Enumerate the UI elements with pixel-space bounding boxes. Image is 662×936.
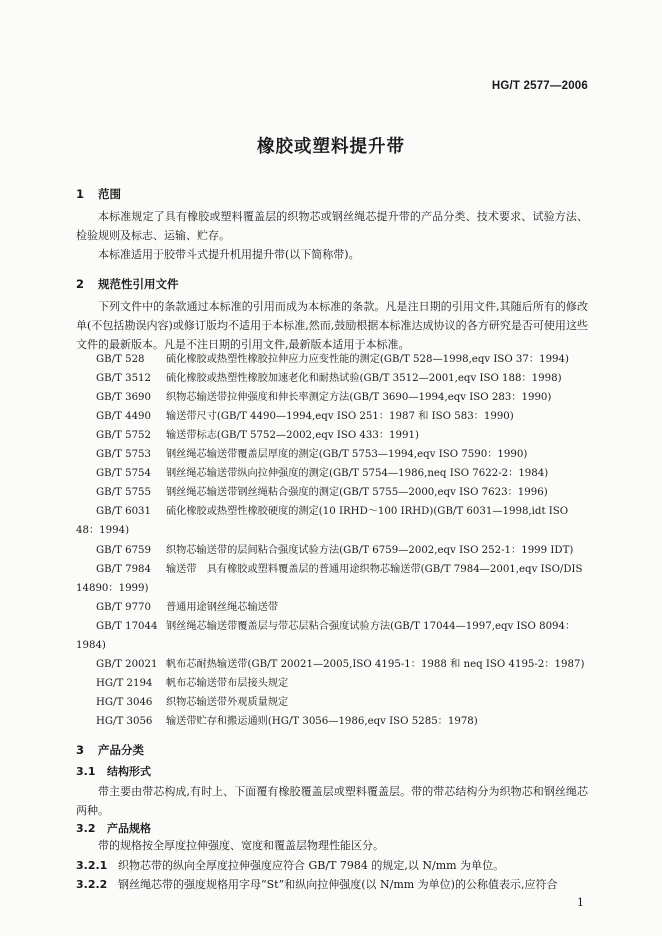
clause-number: 3.2.1	[76, 859, 108, 872]
reference-text: 帆布芯耐热输送带(GB/T 20021—2005,ISO 4195-1：1988 和 neq ISO 4195-2：1987)	[166, 659, 585, 670]
reference-text: 帆布芯输送带布层接头规定	[166, 678, 289, 689]
clause-text: 织物芯带的纵向全厚度拉伸强度应符合 GB/T 7984 的规定,以 N/mm 为单位。	[118, 859, 505, 872]
reference-item	[76, 617, 588, 655]
subsection-3-2-paragraph: 带的规格按全厚度拉伸强度、宽度和覆盖层物理性能区分。	[98, 839, 384, 852]
reference-text: 织物芯输送带拉伸强度和伸长率测定方法(GB/T 3690—1994,eqv ISO 283：1990)	[166, 392, 552, 403]
section-title: 规范性引用文件	[98, 277, 179, 291]
section-title: 产品分类	[98, 743, 144, 757]
reference-text: 织物芯输送带外观质量规定	[166, 697, 289, 708]
standard-code: HG/T 2577—2006	[491, 80, 588, 92]
section-1-paragraph-1: 本标准规定了具有橡胶或塑料覆盖层的织物芯或钢丝绳芯提升带的产品分类、技术要求、试验方法、检验规则及标志、运输、贮存。	[76, 210, 588, 242]
reference-text: 织物芯输送带的层间粘合强度试验方法(GB/T 6759—2002,eqv ISO 252-1：1999 IDT)	[166, 545, 574, 556]
reference-code: GB/T 5752	[96, 430, 152, 441]
section-2-paragraph-1: 下列文件中的条款通过本标准的引用而成为本标准的条款。凡是注日期的引用文件,其随后所有的修改单(不包括勘误内容)或修订版均不适用于本标准,然而,鼓励根据本标准达成协议的各方研究是否可使用这些文件的最新版本。凡是不注日期的引用文件,最新版本适用于本标准。	[76, 300, 588, 351]
reference-item	[76, 693, 588, 712]
clause-text: 钢丝绳芯带的强度规格用字母“St”和纵向拉伸强度(以 N/mm 为单位)的公称值表示,应符合	[118, 878, 558, 891]
reference-code: GB/T 17044	[96, 621, 158, 632]
reference-text: 输送带尺寸(GB/T 4490—1994,eqv ISO 251：1987 和 ISO 583：1990)	[166, 411, 514, 422]
reference-text: 钢丝绳芯输送带纵向拉伸强度的测定(GB/T 5754—1986,neq ISO 7622-2：1984)	[166, 468, 549, 479]
reference-item	[76, 407, 588, 426]
reference-item	[76, 712, 588, 731]
reference-text: 输送带标志(GB/T 5752—2002,eqv ISO 433：1991)	[166, 430, 419, 441]
reference-code: GB/T 3512	[96, 373, 152, 384]
reference-item	[76, 541, 588, 560]
reference-item	[76, 655, 588, 674]
reference-item	[76, 388, 588, 407]
reference-item	[76, 426, 588, 445]
section-2-heading	[76, 276, 179, 292]
reference-text: 硫化橡胶或热塑性橡胶加速老化和耐热试验(GB/T 3512—2001,eqv ISO 188：1998)	[166, 373, 562, 384]
subsection-3-2-heading	[76, 820, 151, 836]
subsection-title: 产品规格	[107, 822, 151, 835]
reference-code: GB/T 6031	[96, 506, 152, 517]
section-number: 1	[76, 187, 85, 201]
reference-item	[76, 560, 588, 598]
reference-text: 钢丝绳芯输送带覆盖层厚度的测定(GB/T 5753—1994,eqv ISO 7590：1990)	[166, 449, 528, 460]
clause-3-2-2	[76, 876, 557, 892]
reference-code: GB/T 6759	[96, 545, 152, 556]
subsection-number: 3.2	[76, 822, 96, 835]
reference-code: GB/T 5753	[96, 449, 152, 460]
section-title: 范围	[98, 187, 121, 201]
reference-item	[76, 350, 588, 369]
section-number: 2	[76, 277, 85, 291]
reference-text: 硫化橡胶或热塑性橡胶拉伸应力应变性能的测定(GB/T 528—1998,eqv ISO 37：1994)	[166, 354, 569, 365]
reference-item	[76, 464, 588, 483]
subsection-number: 3.1	[76, 765, 96, 778]
reference-code: GB/T 4490	[96, 411, 152, 422]
clause-3-2-1	[76, 857, 504, 873]
reference-item	[76, 502, 588, 540]
reference-item	[76, 674, 588, 693]
reference-code: GB/T 20021	[96, 659, 158, 670]
reference-code: GB/T 3690	[96, 392, 152, 403]
clause-number: 3.2.2	[76, 878, 108, 891]
subsection-title: 结构形式	[107, 765, 151, 778]
reference-code: HG/T 3046	[96, 697, 153, 708]
page-title: 橡胶或塑料提升带	[257, 137, 405, 157]
reference-code: GB/T 5755	[96, 487, 152, 498]
reference-text: 钢丝绳芯输送带钢丝绳粘合强度的测定(GB/T 5755—2000,eqv ISO 7623：1996)	[166, 487, 548, 498]
reference-text: 输送带贮存和搬运通则(HG/T 3056—1986,eqv ISO 5285：1978)	[166, 716, 478, 727]
section-number: 3	[76, 743, 85, 757]
reference-code: GB/T 528	[96, 354, 145, 365]
section-1-paragraph-2: 本标准适用于胶带斗式提升机用提升带(以下简称带)。	[98, 248, 360, 261]
reference-item	[76, 369, 588, 388]
reference-text: 钢丝绳芯输送带覆盖层与带芯层粘合强度试验方法(GB/T 17044—1997,eqv ISO 8094：1984)	[76, 621, 576, 651]
reference-code: GB/T 9770	[96, 602, 152, 613]
reference-code: GB/T 5754	[96, 468, 152, 479]
section-3-heading	[76, 742, 144, 758]
reference-item	[76, 483, 588, 502]
reference-item	[76, 598, 588, 617]
subsection-3-1-paragraph: 带主要由带芯构成,有时上、下面覆有橡胶覆盖层或塑料覆盖层。带的带芯结构分为织物芯和钢丝绳芯两种。	[76, 785, 588, 817]
subsection-3-1-heading	[76, 763, 151, 779]
reference-text: 输送带 具有橡胶或塑料覆盖层的普通用途织物芯输送带(GB/T 7984—2001,eqv ISO/DIS 14890：1999)	[76, 564, 583, 594]
reference-item	[76, 445, 588, 464]
reference-text: 硫化橡胶或热塑性橡胶硬度的测定(10 IRHD～100 IRHD)(GB/T 6031—1998,idt ISO 48：1994)	[76, 506, 569, 536]
reference-text: 普通用途钢丝绳芯输送带	[166, 602, 279, 613]
reference-code: GB/T 7984	[96, 564, 152, 575]
section-1-heading	[76, 186, 121, 202]
page-number: 1	[577, 896, 584, 909]
reference-code: HG/T 3056	[96, 716, 153, 727]
reference-code: HG/T 2194	[96, 678, 153, 689]
